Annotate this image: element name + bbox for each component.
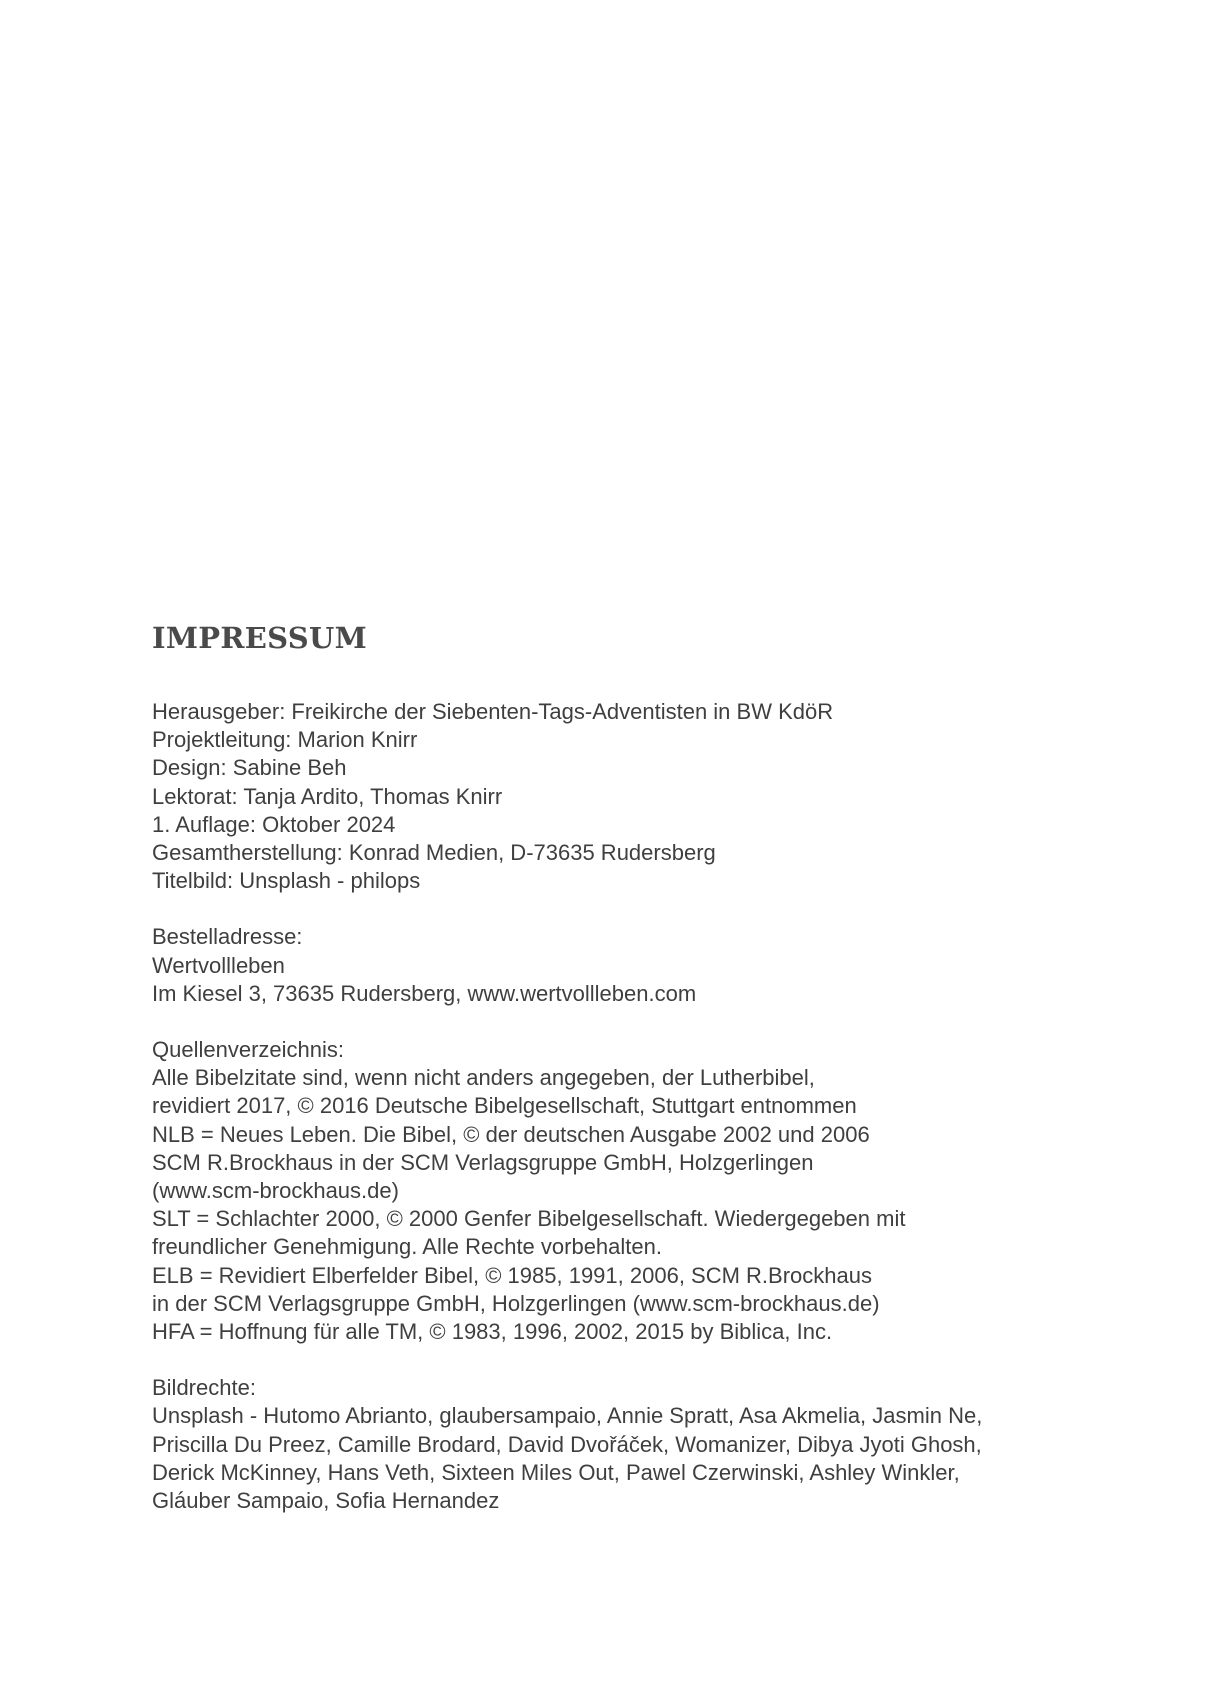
sources-line: (www.scm-brockhaus.de)	[152, 1178, 399, 1204]
credit-line: Projektleitung: Marion Knirr	[152, 727, 418, 753]
sources-line: in der SCM Verlagsgruppe GmbH, Holzgerlingen (www.scm-brockhaus.de)	[152, 1290, 880, 1316]
sources-line: SCM R.Brockhaus in der SCM Verlagsgruppe GmbH, Holzgerlingen	[152, 1149, 814, 1175]
credit-line: Titelbild: Unsplash - philops	[152, 868, 421, 894]
image-rights-line: Priscilla Du Preez, Camille Brodard, David Dvořáček, Womanizer, Dibya Jyoti Ghosh,	[152, 1431, 982, 1457]
image-rights-line: Gláuber Sampaio, Sofia Hernandez	[152, 1488, 500, 1514]
order-address-block	[152, 923, 1112, 1008]
sources-line: NLB = Neues Leben. Die Bibel, © der deutschen Ausgabe 2002 und 2006	[152, 1121, 870, 1147]
sources-line: Alle Bibelzitate sind, wenn nicht anders angegeben, der Lutherbibel,	[152, 1065, 815, 1091]
sources-line: freundlicher Genehmigung. Alle Rechte vorbehalten.	[152, 1234, 662, 1260]
sources-heading: Quellenverzeichnis:	[152, 1037, 344, 1063]
image-rights-line: Derick McKinney, Hans Veth, Sixteen Miles Out, Pawel Czerwinski, Ashley Winkler,	[152, 1459, 960, 1485]
order-address-heading: Bestelladresse:	[152, 924, 303, 950]
impressum-section	[152, 620, 1112, 1543]
credit-line: Design: Sabine Beh	[152, 755, 347, 781]
image-rights-block	[152, 1374, 1112, 1515]
credit-line: Herausgeber: Freikirche der Siebenten-Tags-Adventisten in BW KdöR	[152, 699, 834, 724]
order-address-line: Wertvollleben	[152, 952, 285, 978]
sources-line: revidiert 2017, © 2016 Deutsche Bibelgesellschaft, Stuttgart entnommen	[152, 1093, 857, 1119]
order-address-line: Im Kiesel 3, 73635 Rudersberg, www.wertvollleben.com	[152, 980, 697, 1006]
credit-line: Gesamtherstellung: Konrad Medien, D-73635 Rudersberg	[152, 840, 716, 866]
sources-line: ELB = Revidiert Elberfelder Bibel, © 1985, 1991, 2006, SCM R.Brockhaus	[152, 1262, 872, 1288]
sources-line: SLT = Schlachter 2000, © 2000 Genfer Bibelgesellschaft. Wiedergegeben mit	[152, 1206, 906, 1232]
sources-line: HFA = Hoffnung für alle TM, © 1983, 1996, 2002, 2015 by Biblica, Inc.	[152, 1319, 833, 1345]
image-rights-line: Unsplash - Hutomo Abrianto, glaubersampaio, Annie Spratt, Asa Akmelia, Jasmin Ne,	[152, 1403, 983, 1429]
credits-block	[152, 698, 1112, 895]
page-title: IMPRESSUM	[152, 621, 368, 655]
credit-line: 1. Auflage: Oktober 2024	[152, 811, 396, 837]
credit-line: Lektorat: Tanja Ardito, Thomas Knirr	[152, 783, 503, 809]
image-rights-heading: Bildrechte:	[152, 1375, 256, 1401]
sources-block	[152, 1036, 1112, 1346]
